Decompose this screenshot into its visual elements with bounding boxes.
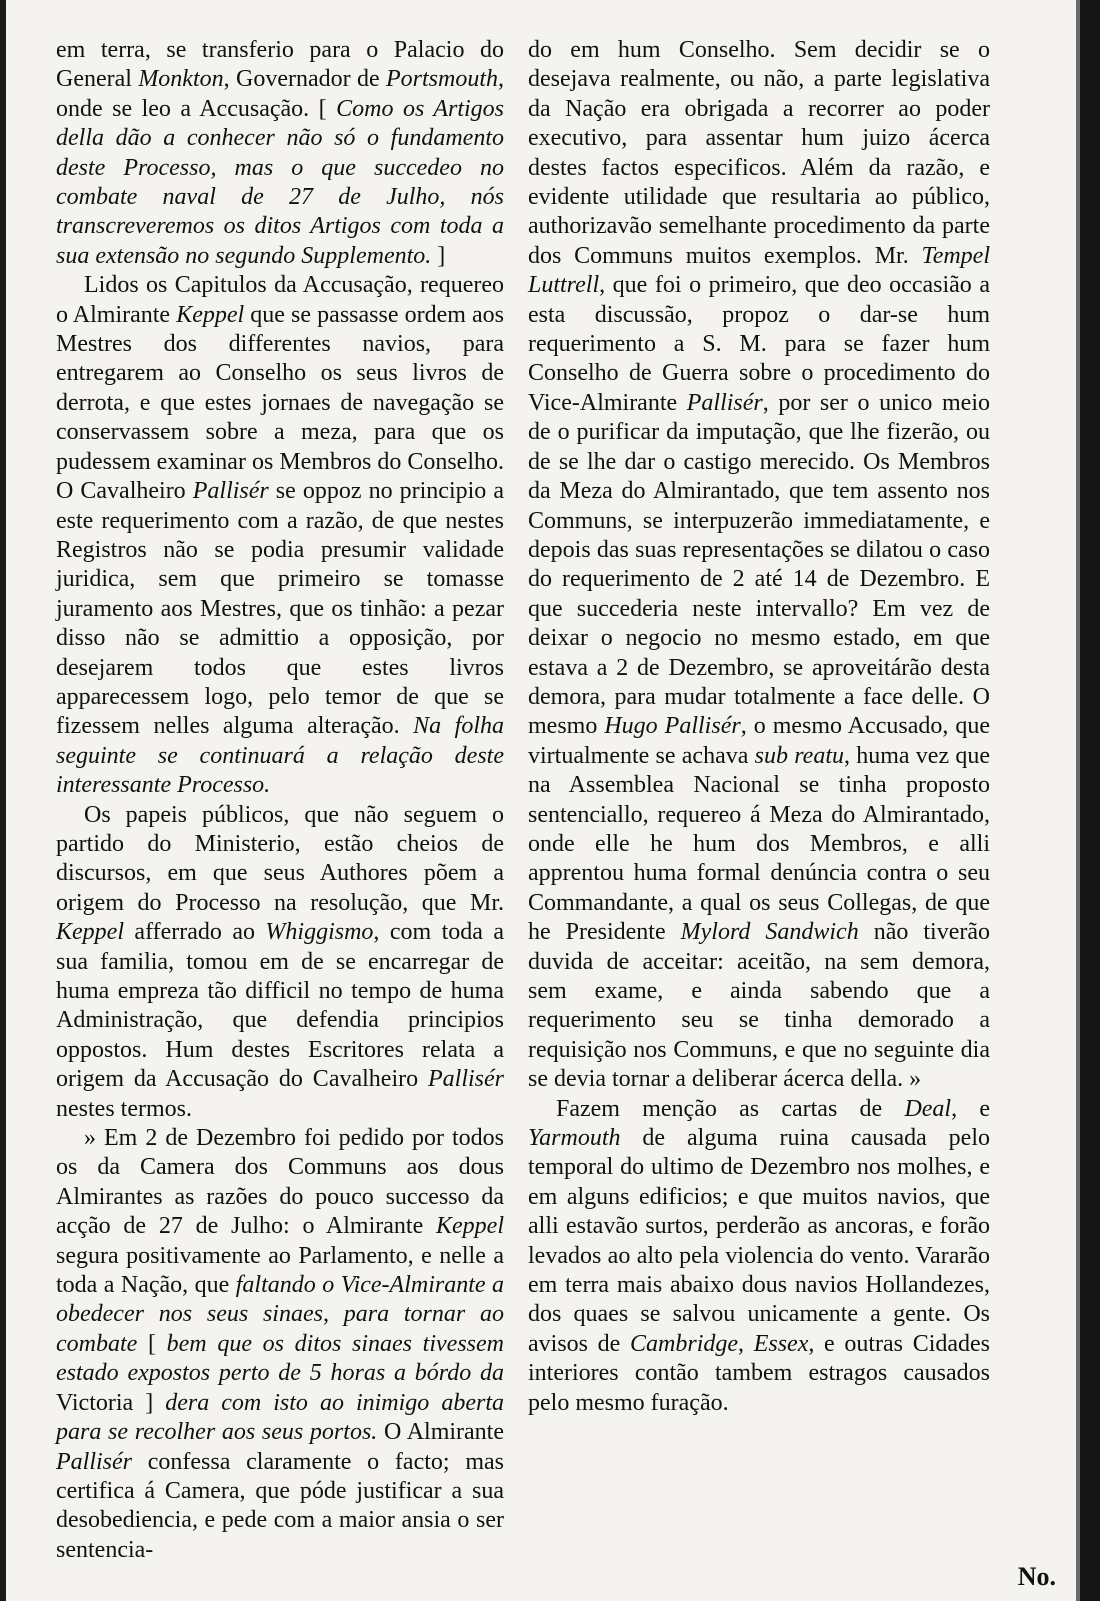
text-run: , onde se leo a Accusação. [ (56, 66, 504, 122)
text-run: , que foi o primeiro, que deo occasião a esta discussão, propoz o dar-se hum requerimento a S. M. para se fazer hum Conselho de Guerra sobre o procedimento do Vice-Almirante (528, 272, 990, 416)
text-run: , huma vez que na Assemblea Nacional se tinha proposto sentenciallo, requereo á Meza do Almirantado, onde elle he hum dos Membros, e alli apprentou huma formal denúncia contra o seu Commandante, a qual os seus Collegas, de que he Presidente (528, 742, 991, 946)
text-run: , e (951, 1095, 990, 1122)
italic-run: Na folha seguinte se continuará a relação deste interessante Processo. (56, 713, 504, 799)
text-run: Victoria ] (56, 1389, 166, 1416)
italic-run: Essex (753, 1330, 809, 1357)
text-run: afferrado ao (123, 919, 266, 946)
left-column (56, 36, 504, 1565)
italic-run: bem que os ditos sinaes tivessem estado expostos perto de 5 horas a bórdo da (56, 1330, 504, 1387)
text-run: , o mesmo Accusado, que virtualmente se achava (528, 713, 991, 769)
italic-run: Hugo Pallisér (604, 713, 741, 740)
text-run: em terra, se transferio para o Palacio do General (56, 37, 504, 93)
italic-run: Keppel (176, 301, 245, 328)
text-run: O Almirante (377, 1419, 504, 1446)
text-run: Os papeis públicos, que não seguem o partido do Ministerio, estão cheios de discursos, em que seus Authores põem a origem do Processo na resolução, que Mr. (56, 801, 504, 916)
italic-run: Cambridge (630, 1330, 739, 1357)
italic-run: Portsmouth (385, 66, 498, 93)
text-run: se oppoz no principio a este requerimento com a razão, de que nestes Registros não se podia presumir validade juridica, sem que primeiro se tomasse juramento aos Mestres, que os tinhão: a pezar disso não se admittio a opposição, por desejarem todos que estes livros apparecessem logo, pelo temor de que se fizessem nelles alguma alteração. (56, 478, 504, 740)
page-left-shadow (0, 0, 6, 1601)
text-run: , e outras Cidades interiores contão tambem estragos causados pelo mesmo furação. (528, 1330, 991, 1416)
text-run: Fazem menção as cartas de (556, 1095, 905, 1122)
text-run: , (738, 1330, 754, 1357)
italic-run: Como os Artigos della dão a conhecer não só o fundamento deste Processo, mas o que succedeo no combate naval de 27 de Julho, nós transcreveremos os ditos Artigos com toda a sua extensão no segundo Supplemento. (56, 95, 505, 269)
italic-run: dera com isto ao inimigo aberta para se recolher aos seus portos. (56, 1389, 504, 1446)
italic-run: faltando o Vice-Almirante a obedecer nos seus sinaes, para tornar ao combate (56, 1272, 504, 1357)
text-run: que se passasse ordem aos Mestres dos differentes navios, para entregarem ao Conselho os seus livros de derrota, e que estes jornaes de navegação se conservassem sobre a meza, para que os pudessem examinar os Membros do Conselho. O Cavalheiro (56, 301, 504, 505)
italic-run: Mylord Sandwich (680, 919, 859, 946)
text-run: ] (431, 242, 446, 269)
italic-run: Pallisér (192, 478, 269, 505)
right-paragraph-2 (528, 1095, 990, 1418)
left-paragraph-2 (56, 271, 504, 800)
text-run: confessa claramente o facto; mas certifica á Camera, que póde justificar a sua desobediencia, e pede com a maior ansia o ser sentencia- (56, 1448, 504, 1563)
left-paragraph-1 (56, 36, 504, 271)
text-run: » Em 2 de Dezembro foi pedido por todos os da Camera dos Communs aos dous Almirantes as razões do pouco successo da acção de 27 de Julho: o Almirante (56, 1125, 504, 1240)
right-column (528, 36, 990, 1418)
text-run: , Governador de (223, 66, 386, 93)
right-paragraph-1 (528, 36, 990, 1095)
text-run: , com toda a sua familia, tomou em de se encarregar de huma empreza tão difficil no tempo de huma Administração, que defendia principios oppostos. Hum destes Escritores relata a origem da Accusação do Cavalheiro (56, 919, 504, 1093)
text-run: segura positivamente ao Parlamento, e nelle a toda a Nação, que (56, 1242, 504, 1299)
left-paragraph-3 (56, 801, 504, 1124)
italic-run: Pallisér (428, 1066, 504, 1093)
italic-run: Monkton (138, 66, 224, 93)
catchword: No. (1017, 1562, 1056, 1591)
text-run: nestes termos. (56, 1095, 192, 1122)
text-run: não tiverão duvida de acceitar: aceitão, na sem demora, sem exame, e ainda sabendo que a requerimento seu se tinha demorado a requisição nos Communs, e que no seguinte dia se devia tornar a deliberar ácerca della. » (528, 919, 990, 1093)
italic-run: Keppel (56, 919, 124, 946)
text-run: [ (137, 1330, 167, 1357)
italic-run: Keppel (436, 1213, 504, 1240)
left-paragraph-4 (56, 1124, 504, 1565)
italic-run: Whiggismo (265, 919, 374, 946)
text-run: do em hum Conselho. Sem decidir se o desejava realmente, ou não, a parte legislativa da Nação era obrigada a recorrer ao poder executivo, para assentar hum juizo ácerca destes factos especificos. Além da razão, e evidente utilidade que resultaria ao público, authorizavão semelhante procedimento da parte dos Communs muitos exemplos. Mr. (528, 37, 990, 269)
italic-run: sub reatu (754, 742, 844, 769)
italic-run: Pallisér (686, 389, 763, 416)
text-run: de alguma ruina causada pelo temporal do ultimo de Dezembro nos molhes, e em alguns edificios; e que muitos navios, que alli estavão surtos, perderão as ancoras, e forão levados ao alto pela violencia do vento. Vararão em terra mais abaixo dous navios Hollandezes, dos quaes se salvou unicamente a gente. Os avisos de (528, 1125, 990, 1357)
text-run: Lidos os Capitulos da Accusação, requereo o Almirante (56, 272, 504, 328)
italic-run: Pallisér (56, 1448, 132, 1475)
italic-run: Tempel Luttrell (528, 242, 990, 299)
text-run: , por ser o unico meio de o purificar da imputação, que lhe fizerão, ou de se lhe dar o castigo merecido. Os Membros da Meza do Almirantado, que tem assento nos Communs, se interpuzerão immediatamente, e depois das suas representações se dilatou o caso do requerimento de 2 até 14 de Dezembro. E que succederia neste intervallo? Em vez de deixar o negocio no mesmo estado, em que estava a 2 de Dezembro, se aproveitárão desta demora, para mudar totalmente a face delle. O mesmo (528, 389, 990, 740)
italic-run: Deal (904, 1095, 952, 1122)
italic-run: Yarmouth (528, 1125, 621, 1152)
page-right-edge-black (1080, 0, 1100, 1601)
